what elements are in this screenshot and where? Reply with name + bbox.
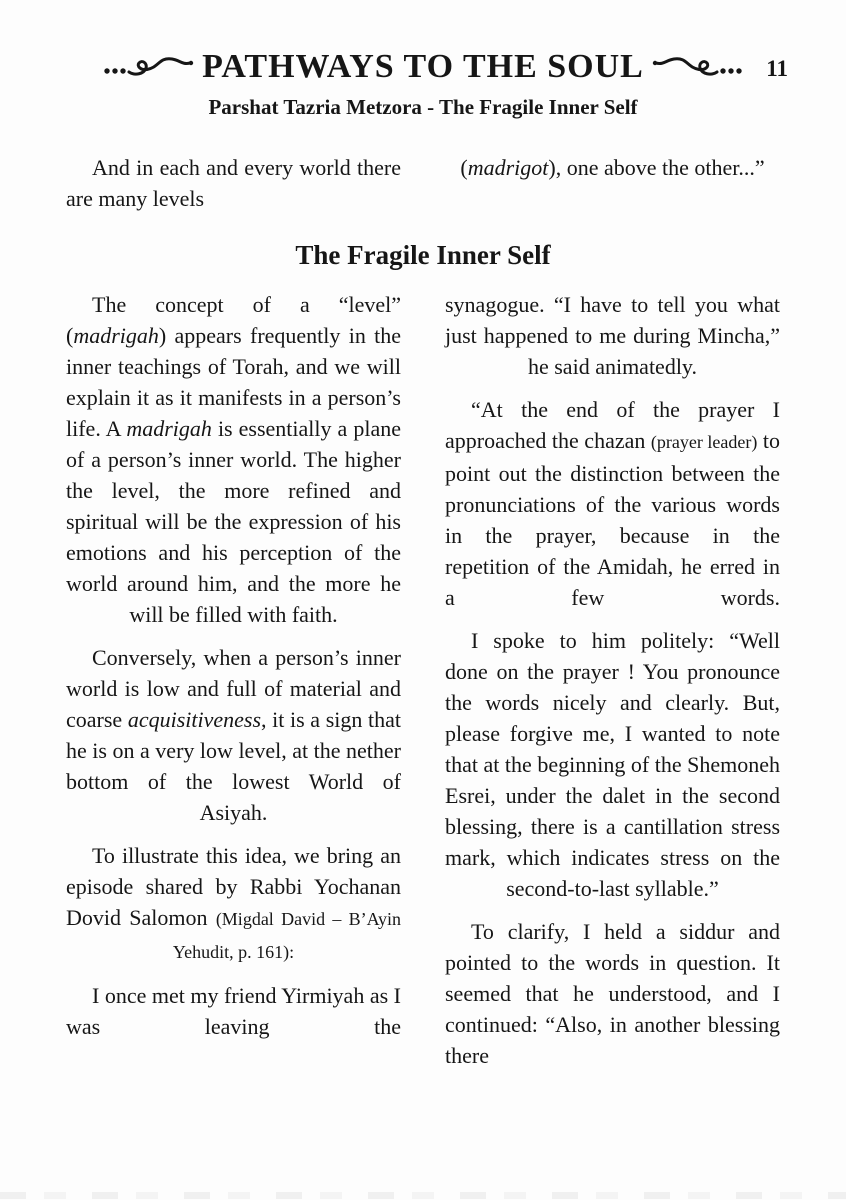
text-run: madrigot xyxy=(467,155,549,180)
intro-right-column xyxy=(445,152,780,214)
text-run: ) appears frequently in the inner teachings of Torah, and we will explain it as it manifests in a person’s life. A xyxy=(66,323,401,441)
body-right-column xyxy=(445,289,780,1071)
page-title: PATHWAYS TO THE SOUL xyxy=(202,48,644,85)
page-number: 11 xyxy=(766,56,788,81)
text-run: (prayer leader) xyxy=(650,432,758,452)
text-run: “At the end of the prayer I approached the chazan xyxy=(445,397,780,453)
paragraph xyxy=(445,916,780,1071)
paragraph xyxy=(445,625,780,904)
intro-left-column xyxy=(66,152,401,214)
text-run: To illustrate this idea, we bring an episode shared by Rabbi Yochanan Dovid Salomon xyxy=(66,843,401,930)
flourish-left-icon xyxy=(102,52,194,82)
scan-edge-artifact xyxy=(0,1192,846,1199)
body-text-row xyxy=(0,289,846,1071)
page-subtitle: Parshat Tazria Metzora - The Fragile Inner Self xyxy=(208,95,638,119)
body-left-column xyxy=(66,289,401,1071)
text-run: to point out the distinction between the pronunciations of the various words in the prayer, because in the repetition of the Amidah, he erred in a few words. xyxy=(445,428,780,610)
paragraph xyxy=(66,840,401,968)
text-run: To clarify, I held a siddur and pointed to the words in question. It seemed that he understood, and I continued: “Also, in another blessing there xyxy=(445,919,780,1068)
text-run: I once met my friend Yirmiyah as I was leaving the xyxy=(66,983,401,1039)
paragraph xyxy=(66,289,401,630)
intro-quote-row xyxy=(0,152,846,214)
title-row xyxy=(0,48,846,86)
paragraph xyxy=(445,394,780,613)
paragraph xyxy=(66,642,401,828)
text-run: And in each and every world there are many levels xyxy=(66,155,401,211)
text-run: ( xyxy=(460,155,468,180)
text-run: ), one above the other...” xyxy=(548,155,765,180)
paragraph xyxy=(445,289,780,382)
text-run: madrigah xyxy=(73,323,159,348)
flourish-right-icon xyxy=(652,52,744,82)
paragraph xyxy=(445,152,780,183)
text-run: I spoke to him politely: “Well done on the prayer ! You pronounce the words nicely and clearly. But, please forgive me, I wanted to note that at the beginning of the Shemoneh Esrei, under the dalet in the second blessing, there is a cantillation stress mark, which indicates stress on the second-to-last syllable.” xyxy=(445,628,780,901)
paragraph xyxy=(66,152,401,214)
text-run: madrigah xyxy=(126,416,212,441)
page-header xyxy=(0,0,846,120)
text-run: is essentially a plane of a person’s inner world. The higher the level, the more refined and spiritual will be the expression of his emotions and his perception of the world around him, and the more he will be filled with faith. xyxy=(66,416,401,627)
section-heading: The Fragile Inner Self xyxy=(295,240,551,270)
text-run: synagogue. “I have to tell you what just happened to me during Mincha,” he said animatedly. xyxy=(445,292,780,379)
paragraph xyxy=(66,980,401,1042)
text-run: acquisitiveness xyxy=(127,707,262,732)
text-run: , it is a sign that he is on a very low level, at the nether bottom of the lowest World of Asiyah. xyxy=(66,707,401,825)
text-run: The concept of a “level” ( xyxy=(66,292,401,348)
text-run: (Migdal David – B’Ayin Yehudit, p. 161): xyxy=(172,909,402,962)
text-run: Conversely, when a person’s inner world is low and full of material and coarse xyxy=(66,645,401,732)
